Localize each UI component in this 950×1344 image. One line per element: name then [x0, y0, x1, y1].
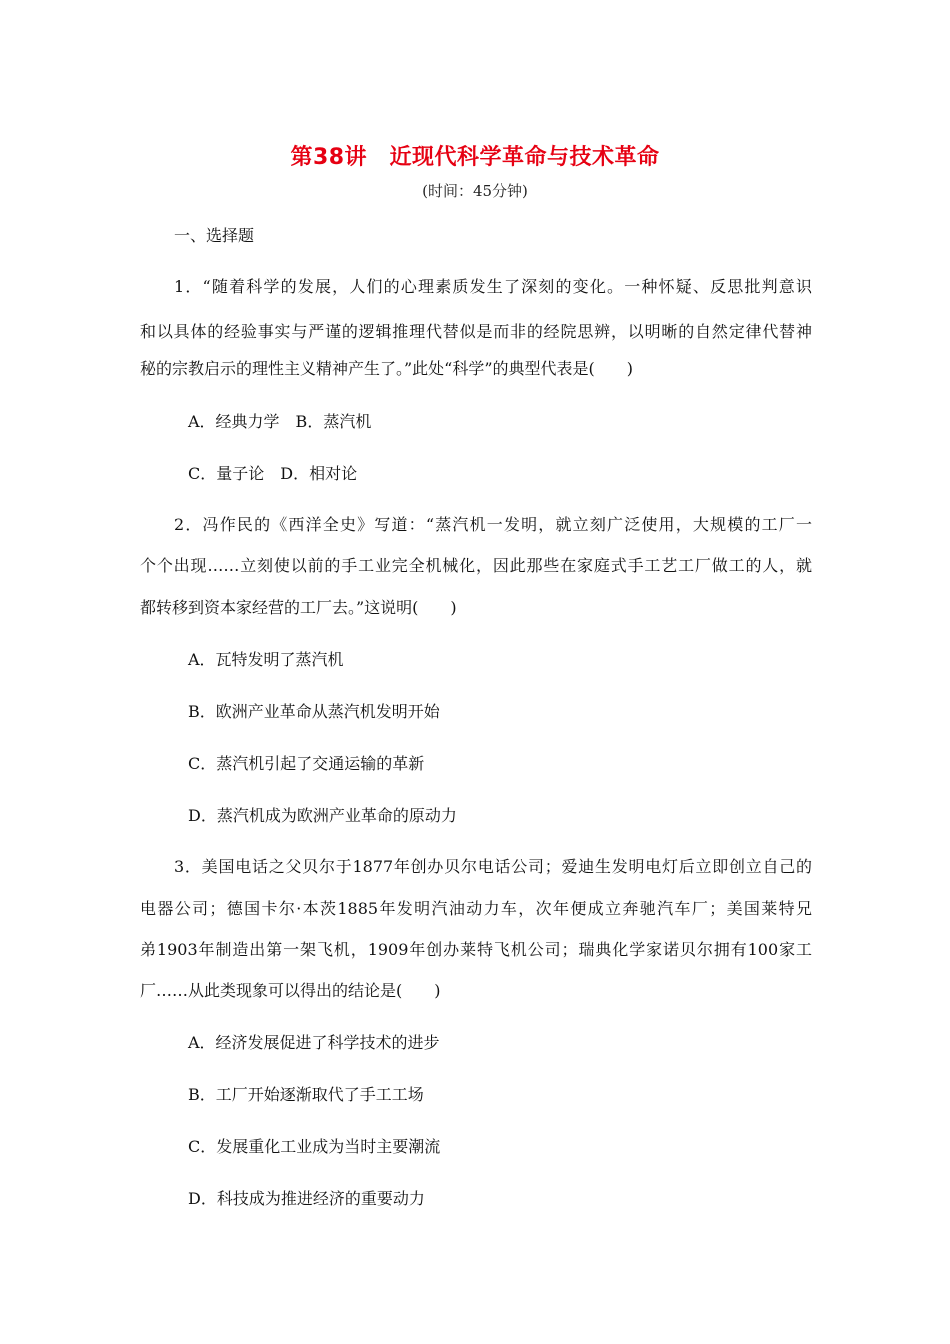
- question-1-option-cd: C．量子论 D．相对论: [188, 464, 358, 483]
- section-heading: 一、选择题: [174, 226, 255, 245]
- question-1-line-2: 和以具体的经验事实与严谨的逻辑推理代替似是而非的经院思辨，以明晰的自然定律代替神: [140, 322, 812, 341]
- question-2-option-d: D．蒸汽机成为欧洲产业革命的原动力: [188, 806, 457, 825]
- question-2-option-a: A．瓦特发明了蒸汽机: [188, 650, 344, 669]
- question-2-line-1: 2．冯作民的《西洋全史》写道：“蒸汽机一发明，就立刻广泛使用，大规模的工厂一: [174, 515, 812, 534]
- question-1-line-3: 秘的宗教启示的理性主义精神产生了。”此处“科学”的典型代表是( ): [140, 359, 634, 378]
- question-2-option-b: B．欧洲产业革命从蒸汽机发明开始: [188, 702, 440, 721]
- question-3-line-1: 3．美国电话之父贝尔于1877年创办贝尔电话公司；爱迪生发明电灯后立即创立自己的: [174, 857, 812, 876]
- question-1-line-1: 1．“随着科学的发展，人们的心理素质发生了深刻的变化。一种怀疑、反思批判意识: [174, 277, 812, 296]
- question-3-line-2: 电器公司；德国卡尔·本茨1885年发明汽油动力车，次年便成立奔驰汽车厂；美国莱特兄: [140, 899, 812, 918]
- question-3-line-3: 弟1903年制造出第一架飞机，1909年创办莱特飞机公司；瑞典化学家诺贝尔拥有100家工: [140, 940, 812, 959]
- page-title: 第38讲 近现代科学革命与技术革命: [290, 145, 660, 170]
- question-3-option-b: B．工厂开始逐渐取代了手工工场: [188, 1085, 424, 1104]
- question-3-option-c: C．发展重化工业成为当时主要潮流: [188, 1137, 441, 1156]
- time-limit: (时间：45分钟): [422, 182, 528, 200]
- question-3-line-4: 厂……从此类现象可以得出的结论是( ): [140, 981, 441, 1000]
- question-3-option-d: D．科技成为推进经济的重要动力: [188, 1189, 425, 1208]
- question-1-option-ab: A．经典力学 B．蒸汽机: [188, 412, 372, 431]
- question-3-option-a: A．经济发展促进了科学技术的进步: [188, 1033, 440, 1052]
- question-2-line-3: 都转移到资本家经营的工厂去。”这说明( ): [140, 598, 457, 617]
- question-2-line-2: 个个出现……立刻使以前的手工业完全机械化，因此那些在家庭式手工艺工厂做工的人，就: [140, 556, 812, 575]
- question-2-option-c: C．蒸汽机引起了交通运输的革新: [188, 754, 425, 773]
